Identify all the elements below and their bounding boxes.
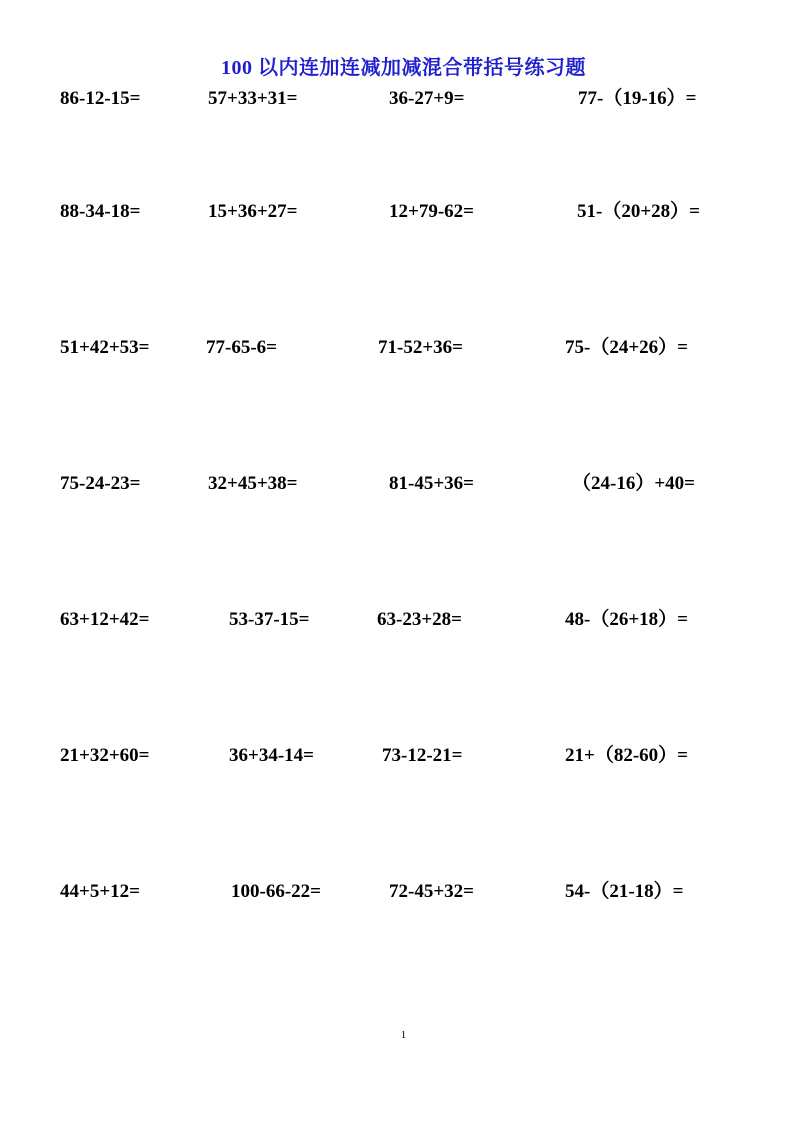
problem-r7-c3: 72-45+32= bbox=[389, 881, 474, 902]
problem-r3-c2: 77-65-6= bbox=[206, 337, 277, 358]
problem-r7-c1: 44+5+12= bbox=[60, 881, 140, 902]
problem-r4-c4: （24-16）+40= bbox=[572, 473, 695, 494]
problem-r5-c4: 48-（26+18）= bbox=[565, 609, 688, 630]
problem-r3-c4: 75-（24+26）= bbox=[565, 337, 688, 358]
problem-r6-c1: 21+32+60= bbox=[60, 745, 150, 766]
worksheet-title: 100 以内连加连减加减混合带括号练习题 bbox=[221, 57, 586, 79]
problem-r5-c1: 63+12+42= bbox=[60, 609, 150, 630]
problem-r2-c1: 88-34-18= bbox=[60, 201, 141, 222]
problem-r4-c1: 75-24-23= bbox=[60, 473, 141, 494]
problem-r7-c4: 54-（21-18）= bbox=[565, 881, 684, 902]
problem-r1-c1: 86-12-15= bbox=[60, 88, 141, 109]
problem-r4-c2: 32+45+38= bbox=[208, 473, 298, 494]
problem-r4-c3: 81-45+36= bbox=[389, 473, 474, 494]
problem-r2-c3: 12+79-62= bbox=[389, 201, 474, 222]
problem-r7-c2: 100-66-22= bbox=[231, 881, 321, 902]
problem-r6-c3: 73-12-21= bbox=[382, 745, 463, 766]
problem-r1-c2: 57+33+31= bbox=[208, 88, 298, 109]
problem-r6-c2: 36+34-14= bbox=[229, 745, 314, 766]
problem-r6-c4: 21+（82-60）= bbox=[565, 745, 688, 766]
problem-r2-c4: 51-（20+28）= bbox=[577, 201, 700, 222]
problem-r1-c3: 36-27+9= bbox=[389, 88, 465, 109]
problem-r3-c1: 51+42+53= bbox=[60, 337, 150, 358]
problem-r5-c3: 63-23+28= bbox=[377, 609, 462, 630]
problem-r2-c2: 15+36+27= bbox=[208, 201, 298, 222]
problem-r1-c4: 77-（19-16）= bbox=[578, 88, 697, 109]
page-number: 1 bbox=[400, 1029, 407, 1041]
problem-r5-c2: 53-37-15= bbox=[229, 609, 310, 630]
problem-r3-c3: 71-52+36= bbox=[378, 337, 463, 358]
